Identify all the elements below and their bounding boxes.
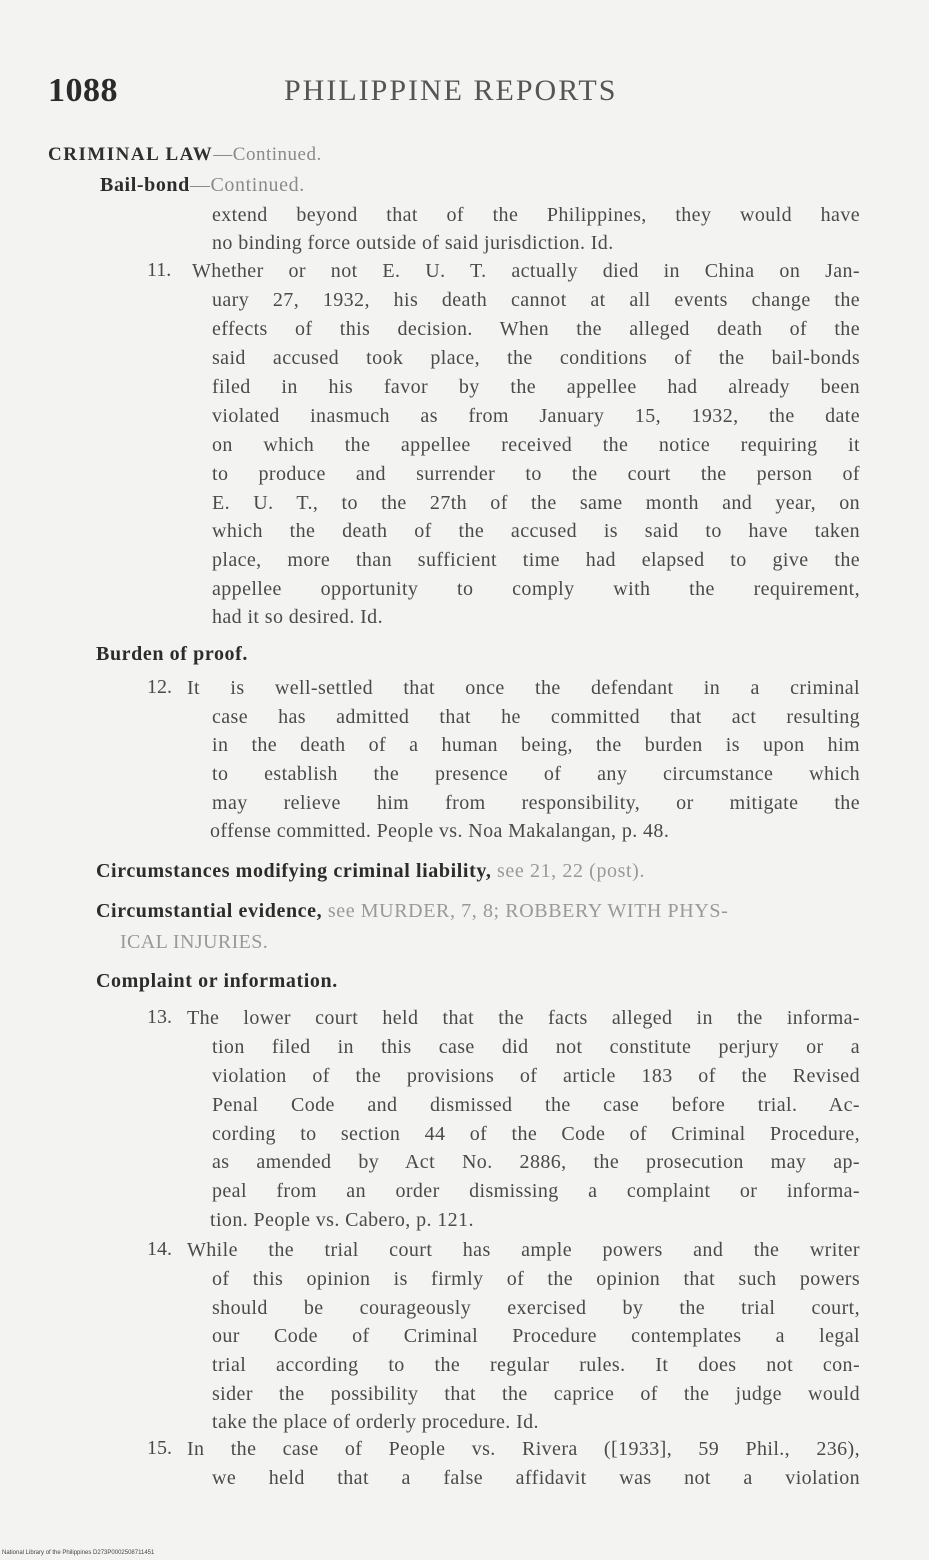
subheading-burden-of-proof: Burden of proof. — [96, 643, 249, 665]
text-line: filed in his favor by the appellee had already been — [212, 376, 860, 398]
page-number: 1088 — [48, 72, 118, 109]
cross-reference: see 21, 22 (post). — [497, 860, 646, 882]
text-line: Whether or not E. U. T. actually died in China on Jan- — [192, 260, 860, 282]
text-line: said accused took place, the conditions of the bail-bonds — [212, 347, 860, 369]
section-continued: —Continued. — [213, 144, 322, 165]
text-line: extend beyond that of the Philippines, they would have — [212, 204, 860, 226]
text-line: uary 27, 1932, his death cannot at all events change the — [212, 289, 860, 311]
text-line: violated inasmuch as from January 15, 1932, the date — [212, 405, 860, 427]
text-line: tion. People vs. Cabero, p. 121. — [210, 1209, 474, 1231]
subheading-circumstantial-evidence — [96, 900, 860, 923]
text-line: had it so desired. Id. — [212, 606, 383, 628]
text-line: peal from an order dismissing a complaint or informa- — [212, 1180, 860, 1202]
text-line: no binding force outside of said jurisdiction. Id. — [212, 232, 614, 254]
subheading-label: Bail-bond — [100, 174, 190, 196]
text-line: While the trial court has ample powers and the writer — [187, 1239, 860, 1261]
text-line: effects of this decision. When the alleged death of the — [212, 318, 860, 340]
paragraph-number: 12. — [147, 676, 172, 698]
text-line: to establish the presence of any circumstance which — [212, 763, 860, 785]
text-line: It is well-settled that once the defendant in a criminal — [187, 677, 860, 699]
paragraph-number: 13. — [147, 1006, 172, 1028]
section-label: CRIMINAL LAW — [48, 144, 214, 165]
text-line: appellee opportunity to comply with the requirement, — [212, 578, 860, 600]
paragraph-number: 15. — [147, 1437, 172, 1459]
text-line: may relieve him from responsibility, or mitigate the — [212, 792, 860, 814]
subheading-circumstances-modifying — [96, 860, 645, 883]
text-line: sider the possibility that the caprice of the judge would — [212, 1383, 860, 1405]
cross-reference: see MURDER, 7, 8; ROBBERY WITH PHYS- — [327, 900, 729, 922]
running-title: PHILIPPINE REPORTS — [284, 74, 618, 107]
paragraph-number: 11. — [147, 259, 172, 281]
text-line: take the place of orderly procedure. Id. — [212, 1411, 539, 1433]
text-line: The lower court held that the facts alleged in the informa- — [187, 1007, 860, 1029]
text-line: cording to section 44 of the Code of Criminal Procedure, — [212, 1123, 860, 1145]
text-line: should be courageously exercised by the trial court, — [212, 1297, 860, 1319]
text-line: E. U. T., to the 27th of the same month and year, on — [212, 492, 860, 514]
text-line: which the death of the accused is said to have taken — [212, 520, 860, 542]
subheading-bail-bond — [100, 174, 305, 197]
text-line: place, more than sufficient time had elapsed to give the — [212, 549, 860, 571]
text-line: in the death of a human being, the burden is upon him — [212, 734, 860, 756]
text-line: to produce and surrender to the court the person of — [212, 463, 860, 485]
text-line: as amended by Act No. 2886, the prosecution may ap- — [212, 1151, 860, 1173]
text-line: In the case of People vs. Rivera ([1933], 59 Phil., 236), — [187, 1438, 860, 1460]
subheading-label: Circumstantial evidence, — [96, 900, 323, 922]
text-line: of this opinion is firmly of the opinion that such powers — [212, 1268, 860, 1290]
text-line: tion filed in this case did not constitute perjury or a — [212, 1036, 860, 1058]
text-line: we held that a false affidavit was not a violation — [212, 1467, 860, 1489]
subheading-continued: —Continued. — [189, 174, 305, 196]
scan-footer: National Library of the Philippines D273P0002508711451 — [2, 1550, 155, 1556]
text-line: offense committed. People vs. Noa Makalangan, p. 48. — [210, 820, 670, 842]
text-line: on which the appellee received the notice requiring it — [212, 434, 860, 456]
text-line: our Code of Criminal Procedure contemplates a legal — [212, 1325, 860, 1347]
section-heading — [48, 144, 322, 166]
text-line: Penal Code and dismissed the case before trial. Ac- — [212, 1094, 860, 1116]
paragraph-number: 14. — [147, 1238, 172, 1260]
text-line: case has admitted that he committed that act resulting — [212, 706, 860, 728]
cross-reference-continued: ICAL INJURIES. — [120, 931, 269, 953]
text-line: trial according to the regular rules. It does not con- — [212, 1354, 860, 1376]
subheading-label: Circumstances modifying criminal liability, — [96, 860, 492, 882]
text-line: violation of the provisions of article 183 of the Revised — [212, 1065, 860, 1087]
subheading-complaint-or-information: Complaint or information. — [96, 970, 338, 992]
